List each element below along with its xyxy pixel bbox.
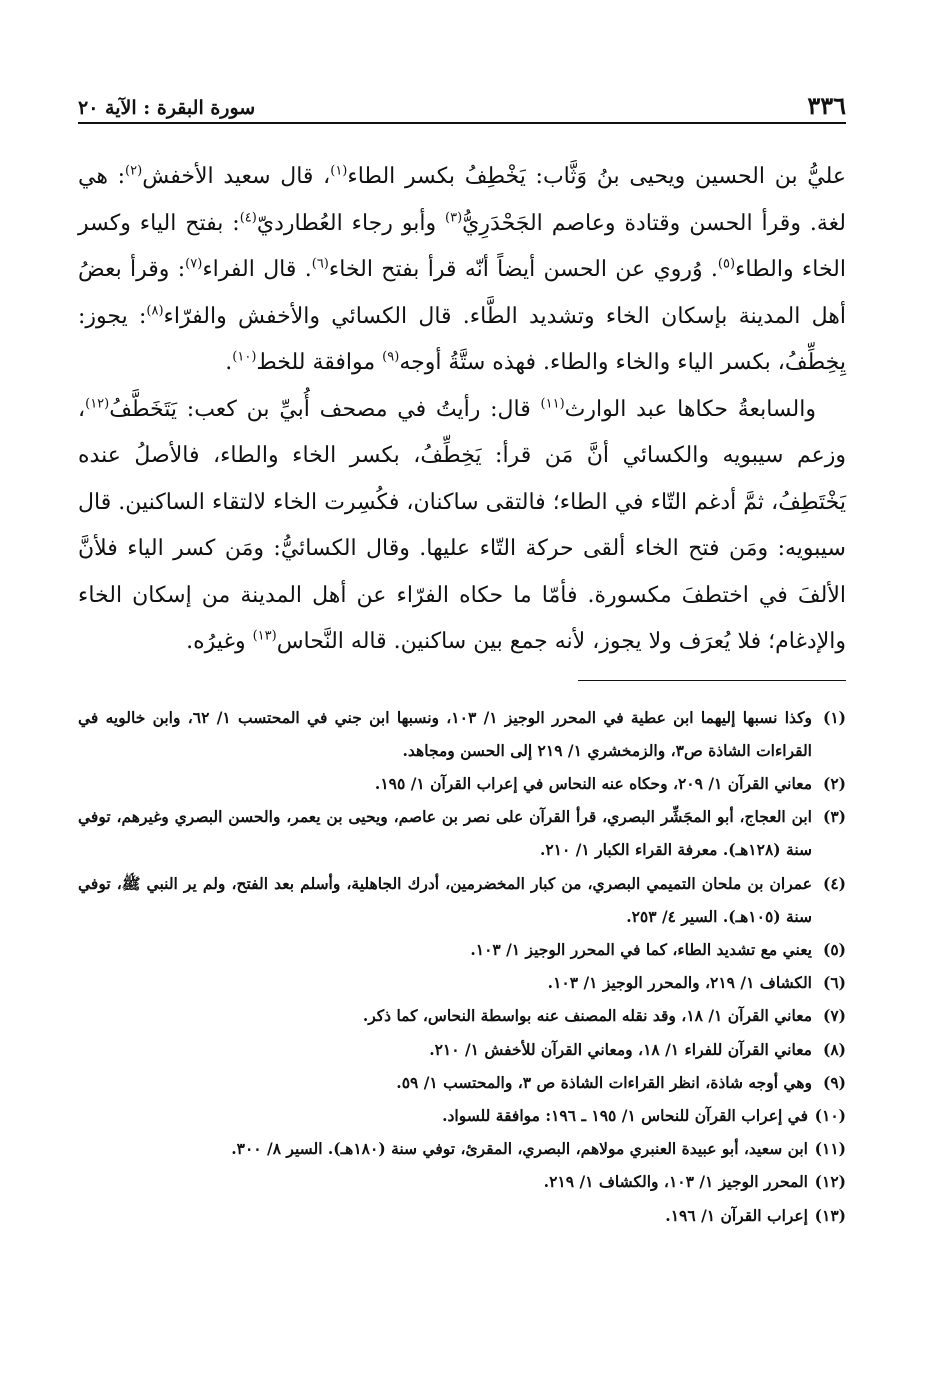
footnote-text: معاني القرآن للفراء ١/ ١٨، ومعاني القرآن للأخفش ١/ ٢١٠. [429,1039,812,1059]
footnote [78,800,846,866]
footnotes [78,701,846,1232]
footnote-separator [578,680,846,681]
footnote [78,767,846,800]
footnote-ref: (٥) [717,256,736,272]
footnote-number: (٢) [822,773,846,793]
main-text [78,154,846,666]
footnote-text: معاني القرآن ١/ ٢٠٩، وحكاه عنه النحاس في إعراب القرآن ١/ ١٩٥. [374,773,812,793]
footnote-ref: (١) [330,163,348,179]
footnote-number: (٣) [822,807,846,827]
footnote-number: (١٣) [814,1205,846,1225]
footnote [78,1165,846,1198]
footnote [78,999,846,1032]
footnote-text: ابن العجاج، أبو المجَشِّر البصري، قرأ القرآن على نصر بن عاصم، ويحيى بن يعمر، والحسن البصري وغيرهم، توفي سنة (١٢٨هـ). معرفة القراء الكبار ١/ ٢١٠. [78,807,812,860]
footnote-number: (١٢) [814,1172,846,1192]
footnote-ref: (٨) [146,303,164,319]
footnote [78,1199,846,1232]
footnote-ref: (٩) [382,349,400,365]
footnote-ref: (١١) [540,396,565,412]
footnote-number: (٧) [822,1006,846,1026]
footnote-ref: (١٢) [85,396,110,412]
footnote [78,701,846,767]
footnote-number: (٦) [822,973,846,993]
footnote-text: عمران بن ملحان التميمي البصري، من كبار المخضرمين، أدرك الجاهلية، وأسلم بعد الفتح، ولم ير النبي ﷺ، توفي سنة (١٠٥هـ). السير ٤/ ٢٥٣. [78,873,812,926]
footnote-ref: (٣) [445,210,463,226]
footnote-ref: (١٠) [232,349,257,365]
footnote-text: وكذا نسبها إليهما ابن عطية في المحرر الوجيز ١/ ١٠٣، ونسبها ابن جني في المحتسب ١/ ٦٢، وابن خالويه في القراءات الشاذة ص٣، والزمخشري ١/ ٢١٩ إلى الحسن ومجاهد. [78,707,812,760]
footnote-number: (٨) [822,1039,846,1059]
footnote-number: (٩) [822,1072,846,1092]
footnote-ref: (٤) [239,210,257,226]
footnote-ref: (٦) [311,256,329,272]
footnote-number: (٤) [822,873,846,893]
footnote-text: إعراب القرآن ١/ ١٩٦. [665,1205,808,1225]
footnote-text: معاني القرآن ١/ ١٨، وقد نقله المصنف عنه بواسطة النحاس، كما ذكر. [362,1006,812,1026]
paragraph-2: والسابعةُ حكاها عبد الوارث$^{(١١)}$ قال: رأيتُ في مصحف أُبيِّ بن كعب: يَتَخَطَّفُ$^{(١٢)}$، وزعم سيبويه والكسائي أنَّ مَن قرأ: يَخِطِّفُ، بكسر الخاء والطاء، فالأصلُ عنده يَخْتَطِفُ، ثمَّ أدغم التّاء في الطاء؛ فالتقى ساكنان، فكُسِرت الخاء لالتقاء الساكنين. قال سيبويه: ومَن فتح الخاء ألقى حركة التّاء عليها. وقال الكسائيُّ: ومَن كسر الياء فلأنَّ الألفَ في اختطفَ مكسورة. فأمّا ما حكاه الفرّاء عن أهل المدينة من إسكان الخاء والإدغام؛ فلا يُعرَف ولا يجوز، لأنه جمع بين ساكنين. قاله النَّحاس$^{(١٣)}$ وغيرُه. [78,396,846,654]
footnote [78,1033,846,1066]
footnote [78,1099,846,1132]
footnote-text: المحرر الوجيز ١/ ١٠٣، والكشاف ١/ ٢١٩. [543,1172,808,1192]
footnote-text: وهي أوجه شاذة، انظر القراءات الشاذة ص ٣، والمحتسب ١/ ٥٩. [396,1072,812,1092]
page-number: ٣٣٦ [807,91,846,120]
footnote-number: (١٠) [814,1105,846,1125]
footnote-ref: (١٣) [252,628,277,644]
surah-title: سورة البقرة : الآية ٢٠ [78,97,256,119]
footnote-ref: (٧) [185,256,203,272]
book-page [78,88,846,1345]
footnote [78,1132,846,1165]
footnote-number: (١) [822,707,846,727]
footnote-number: (١١) [814,1139,846,1159]
footnote-text: ابن سعيد، أبو عبيدة العنبري مولاهم، البصري، المقرئ، توفي سنة (١٨٠هـ). السير ٨/ ٣٠٠. [231,1139,808,1159]
footnote [78,933,846,966]
footnote-text: يعني مع تشديد الطاء، كما في المحرر الوجيز ١/ ١٠٣. [470,939,812,959]
running-header [78,88,846,124]
paragraph-1: عليُّ بن الحسين ويحيى بنُ وَثَّاب: يَخْطِفُ بكسر الطاء$^{(١)}$، قال سعيد الأخفش$^{(٢)}$: هي لغة. وقرأ الحسن وقتادة وعاصم الجَحْدَرِيُّ$^{(٣)}$ وأبو رجاء العُطارديّ$^{(٤)}$: بفتح الياء وكسر الخاء والطاء$^{(٥)}$. وُروي عن الحسن أيضاً أنّه قرأ بفتح الخاء$^{(٦)}$. قال الفراء$^{(٧)}$: وقرأ بعضُ أهل المدينة بإسكان الخاء وتشديد الطَّاء. قال الكسائي والأخفش والفرّاء$^{(٨)}$: يجوز: يِخِطِّفُ، بكسر الياء والخاء والطاء. فهذه ستَّةُ أوجه$^{(٩)}$ موافقة للخط$^{(١٠)}$. [78,163,847,375]
footnote [78,1066,846,1099]
footnote [78,966,846,999]
footnote-ref: (٢) [125,163,143,179]
footnote [78,867,846,933]
footnote-text: في إعراب القرآن للنحاس ١/ ١٩٥ ـ ١٩٦: موافقة للسواد. [442,1105,808,1125]
footnote-text: الكشاف ١/ ٢١٩، والمحرر الوجيز ١/ ١٠٣. [547,973,812,993]
footnote-number: (٥) [822,939,846,959]
